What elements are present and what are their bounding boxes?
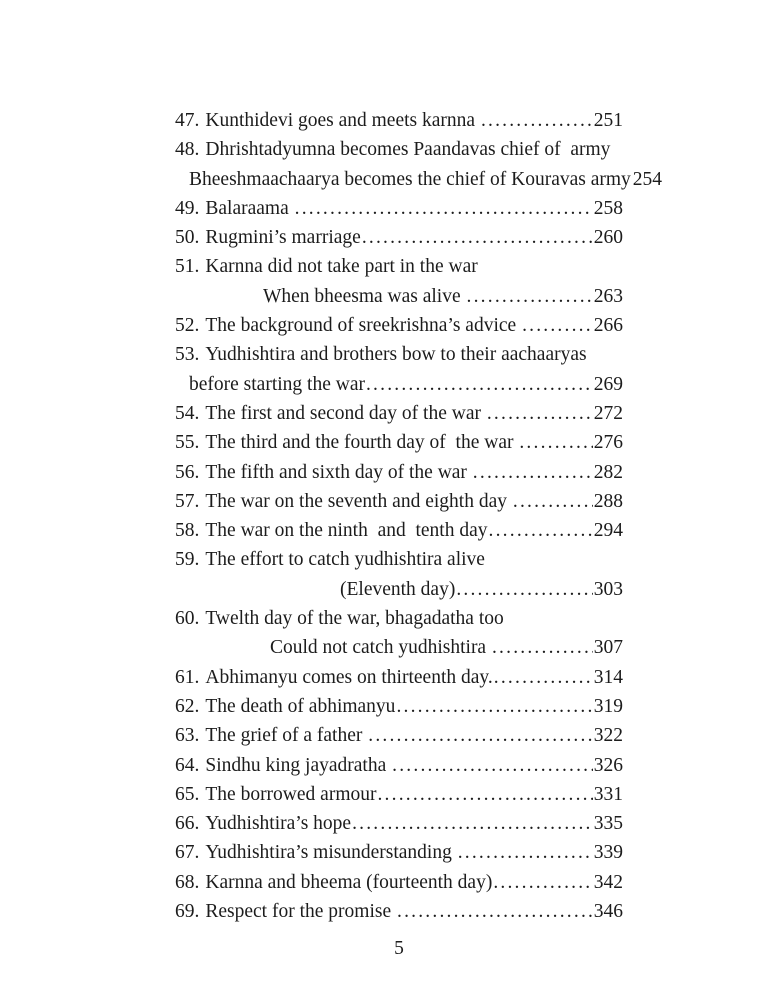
entry-number: 49. — [175, 197, 200, 219]
toc-line — [175, 399, 623, 428]
entry-title: Yudhishtira’s misunderstanding — [205, 842, 457, 864]
page-ref: 319 — [593, 695, 623, 717]
entry-number: 65. — [175, 783, 200, 805]
entry-number: 58. — [175, 520, 200, 542]
dot-leader — [295, 194, 593, 223]
entry-title: (Eleventh day) — [340, 578, 456, 600]
page-ref: 346 — [593, 901, 623, 923]
page-ref: 339 — [593, 842, 623, 864]
entry-title: The effort to catch yudhishtira alive — [205, 549, 485, 571]
entry-title: Respect for the promise — [205, 901, 396, 923]
entry-number: 55. — [175, 432, 200, 454]
entry-number: 51. — [175, 256, 200, 278]
entry-number: 54. — [175, 402, 200, 424]
toc-line — [189, 165, 663, 194]
entry-title: Kunthidevi goes and meets karnna — [205, 110, 480, 131]
entry-number: 56. — [175, 461, 200, 483]
toc-line — [175, 868, 623, 897]
page-ref: 326 — [593, 754, 623, 776]
page-ref: 251 — [593, 110, 623, 131]
toc-line — [175, 428, 623, 457]
toc-line — [175, 194, 623, 223]
entry-number: 48. — [175, 139, 200, 161]
page-ref: 307 — [593, 637, 623, 659]
dot-leader — [493, 868, 592, 897]
toc-line — [340, 575, 623, 604]
toc-line — [175, 663, 623, 692]
entry-number: 63. — [175, 725, 200, 747]
toc-line — [175, 809, 623, 838]
page-ref: 254 — [632, 168, 663, 190]
entry-title: Karnna did not take part in the war — [205, 256, 478, 278]
entry-number: 66. — [175, 813, 200, 835]
toc-line — [175, 751, 623, 780]
page-ref: 331 — [593, 783, 623, 805]
page-ref: 269 — [593, 373, 623, 395]
entry-number: 47. — [175, 110, 200, 131]
entry-number: 67. — [175, 842, 200, 864]
page-ref: 260 — [593, 227, 623, 249]
dot-leader — [458, 838, 593, 867]
entry-number: 60. — [175, 608, 200, 630]
page-ref: 272 — [593, 402, 623, 424]
entry-title: The first and second day of the war — [205, 402, 486, 424]
dot-leader — [487, 399, 593, 428]
toc-line — [175, 516, 623, 545]
dot-leader — [396, 692, 592, 721]
dot-leader — [456, 575, 592, 604]
entry-number: 50. — [175, 227, 200, 249]
toc-line — [175, 252, 623, 281]
entry-title: Rugmini’s marriage — [205, 227, 361, 249]
toc-line — [263, 282, 623, 311]
dot-leader — [494, 663, 593, 692]
page-ref: 294 — [593, 520, 623, 542]
dot-leader — [362, 223, 593, 252]
dot-leader — [513, 487, 593, 516]
page-ref: 342 — [593, 871, 623, 893]
toc-line — [175, 487, 623, 516]
dot-leader — [397, 897, 593, 926]
entry-title: The third and the fourth day of the war — [205, 432, 519, 454]
entry-title: The background of sreekrishna’s advice — [205, 315, 522, 337]
toc-line — [175, 692, 623, 721]
entry-title: When bheesma was alive — [263, 285, 466, 307]
entry-title: Karnna and bheema (fourteenth day) — [205, 871, 493, 893]
toc-line — [175, 106, 623, 135]
entry-number: 53. — [175, 344, 200, 366]
dot-leader — [467, 282, 593, 311]
entry-title: Balaraama — [205, 197, 294, 219]
page-ref: 276 — [593, 432, 623, 454]
entry-title: Could not catch yudhishtira — [270, 637, 491, 659]
dot-leader — [522, 311, 593, 340]
entry-number: 57. — [175, 490, 200, 512]
entry-title: The grief of a father — [205, 725, 368, 747]
dot-leader — [489, 516, 593, 545]
entry-title: Yudhishtira’s hope — [205, 813, 352, 835]
toc-line — [175, 604, 623, 633]
dot-leader — [473, 458, 593, 487]
entry-title: The war on the ninth and tenth day — [205, 520, 488, 542]
dot-leader — [366, 370, 593, 399]
dot-leader — [519, 428, 592, 457]
entry-title: Sindhu king jayadratha — [205, 754, 392, 776]
entry-title: Twelth day of the war, bhagadatha too — [205, 608, 504, 630]
entry-number: 62. — [175, 695, 200, 717]
toc-line — [175, 780, 623, 809]
entry-number: 61. — [175, 666, 200, 688]
page-ref: 303 — [593, 578, 623, 600]
entry-title: The war on the seventh and eighth day — [205, 490, 512, 512]
toc-line — [175, 897, 623, 926]
entry-number: 52. — [175, 315, 200, 337]
entry-number: 64. — [175, 754, 200, 776]
toc-line — [175, 340, 623, 369]
entry-number: 59. — [175, 549, 200, 571]
toc-line — [189, 370, 623, 399]
entry-title: Dhrishtadyumna becomes Paandavas chief of army — [205, 139, 611, 161]
dot-leader — [492, 633, 593, 662]
toc-line — [175, 545, 623, 574]
entry-number: 69. — [175, 901, 200, 923]
toc-list — [175, 106, 663, 926]
page-ref: 322 — [593, 725, 623, 747]
page-ref: 282 — [593, 461, 623, 483]
page-ref: 314 — [593, 666, 623, 688]
dot-leader — [368, 721, 593, 750]
toc-line — [175, 135, 623, 164]
page-ref: 266 — [593, 315, 623, 337]
toc-line — [175, 721, 623, 750]
entry-title: Abhimanyu comes on thirteenth day. — [205, 666, 493, 688]
dot-leader — [352, 809, 593, 838]
entry-title: before starting the war — [189, 373, 365, 395]
entry-title: The fifth and sixth day of the war — [205, 461, 472, 483]
entry-title: The death of abhimanyu — [205, 695, 396, 717]
dot-leader — [481, 106, 593, 135]
toc-line — [175, 223, 623, 252]
entry-number: 68. — [175, 871, 200, 893]
page-number: 5 — [394, 938, 404, 959]
toc-line — [175, 458, 623, 487]
dot-leader — [377, 780, 592, 809]
page-ref: 335 — [593, 813, 623, 835]
toc-line — [175, 838, 623, 867]
page-ref: 288 — [593, 490, 623, 512]
dot-leader — [392, 751, 593, 780]
toc-line — [175, 311, 623, 340]
page-ref: 263 — [593, 285, 623, 307]
page-ref: 258 — [593, 197, 623, 219]
entry-title: The borrowed armour — [205, 783, 377, 805]
entry-title: Bheeshmaachaarya becomes the chief of Kouravas army — [189, 168, 631, 190]
entry-title: Yudhishtira and brothers bow to their aachaaryas — [205, 344, 587, 366]
toc-line — [270, 633, 623, 662]
